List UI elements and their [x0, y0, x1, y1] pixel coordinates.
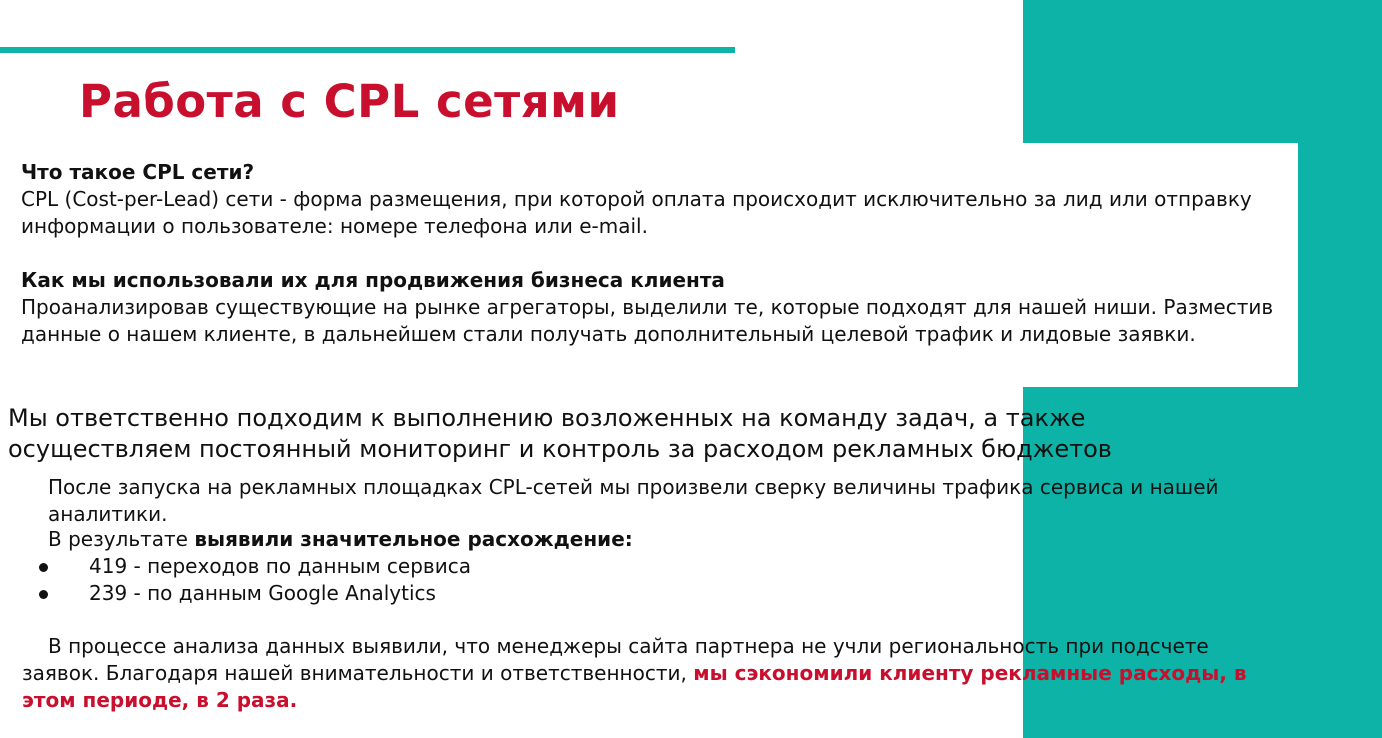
section-what-is-cpl: [21, 159, 1291, 240]
paragraph-after-launch: [22, 474, 1282, 528]
paragraph-conclusion-lead: В процессе анализа данных выявили, что менеджеры сайта партнера не учли региональность при подсчете заявок. Благодаря нашей внимательности и ответственности,: [22, 634, 1209, 685]
paragraph-conclusion-line: [22, 633, 1282, 714]
list-item: [22, 580, 471, 607]
paragraph-conclusion-highlight: мы сэкономили клиенту рекламные расходы, в этом периоде, в 2 раза.: [22, 661, 1247, 712]
bullet-dot-icon: [39, 590, 48, 599]
paragraph-result: [22, 526, 1282, 553]
top-accent-rule: [0, 47, 735, 53]
paragraph-result-bold: выявили значительное расхождение:: [194, 527, 633, 551]
section-body-how-we-used: Проанализировав существующие на рынке агрегаторы, выделили те, которые подходят для нашей ниши. Разместив данные о нашем клиенте, в дальнейшем стали получать дополнительный целевой трафик и лидовые заявки.: [21, 295, 1274, 346]
paragraph-result-line: [22, 526, 1282, 553]
section-body-what-is-cpl: CPL (Cost-per-Lead) сети - форма размещения, при которой оплата происходит исключительно за лид или отправку информации о пользователе: номере телефона или e-mail.: [21, 187, 1252, 238]
discrepancy-list: [22, 553, 471, 607]
section-how-we-used: [21, 267, 1291, 348]
list-item-text: 419 - переходов по данным сервиса: [89, 554, 471, 578]
section-heading-what-is-cpl: Что такое CPL сети?: [21, 160, 255, 184]
bullet-dot-icon: [39, 563, 48, 572]
paragraph-result-lead: В результате: [48, 527, 195, 551]
page-title: Работа с CPL сетями: [79, 75, 620, 128]
section-heading-how-we-used: Как мы использовали их для продвижения бизнеса клиента: [21, 268, 725, 292]
list-item: [22, 553, 471, 580]
paragraph-conclusion: [22, 633, 1282, 714]
list-item-text: 239 - по данным Google Analytics: [89, 581, 436, 605]
paragraph-after-launch-text: После запуска на рекламных площадках CPL-сетей мы произвели сверку величины трафика сервиса и нашей аналитики.: [48, 475, 1219, 526]
responsibility-statement: Мы ответственно подходим к выполнению возложенных на команду задач, а также осуществляем постоянный мониторинг и контроль за расходом рекламных бюджетов: [8, 404, 1112, 463]
